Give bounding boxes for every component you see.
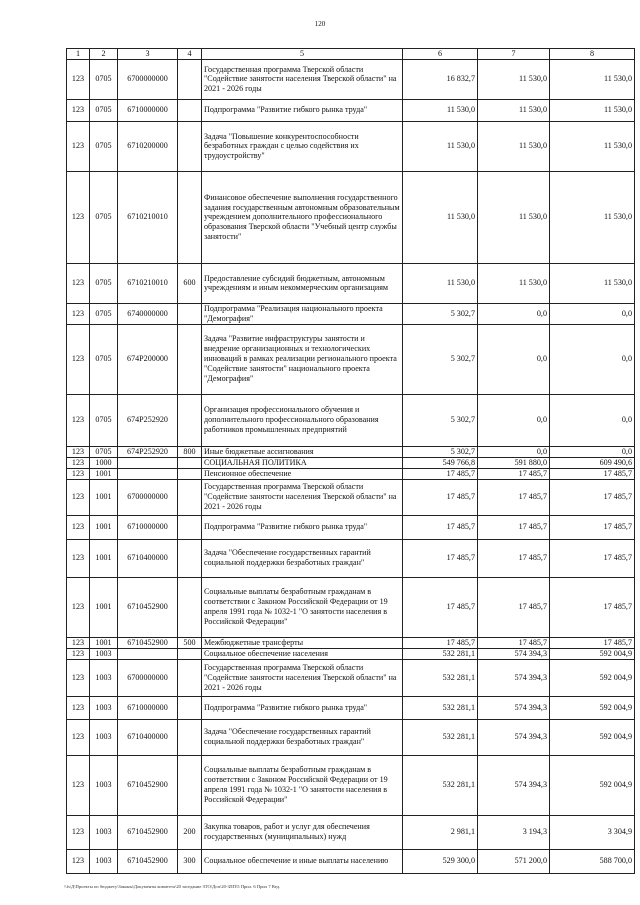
table-row (67, 59, 635, 99)
amount-col7: 17 485,7 (478, 479, 550, 515)
table-row (67, 577, 635, 637)
section-code: 0705 (90, 394, 118, 446)
amount-col8: 0,0 (550, 324, 635, 394)
expense-type-code (178, 324, 202, 394)
item-name: Задача "Повышение конкурентоспособности безработных граждан с целью содействия их трудоустройству" (202, 121, 403, 171)
table-row (67, 263, 635, 303)
col-header-8: 8 (550, 49, 635, 60)
target-article-code (118, 457, 178, 468)
section-code: 0705 (90, 263, 118, 303)
target-article-code (118, 648, 178, 659)
expense-type-code: 300 (178, 849, 202, 873)
kvsr-code: 123 (67, 719, 90, 755)
kvsr-code: 123 (67, 394, 90, 446)
item-name: Организация профессионального обучения и дополнительного профессионального образования работников промышленных предприятий (202, 394, 403, 446)
col-header-2: 2 (90, 49, 118, 60)
target-article-code: 6710210010 (118, 171, 178, 263)
amount-col6: 532 281,1 (403, 696, 478, 719)
amount-col6: 5 302,7 (403, 394, 478, 446)
section-code: 1003 (90, 696, 118, 719)
target-article-code: 6710400000 (118, 719, 178, 755)
kvsr-code: 123 (67, 577, 90, 637)
kvsr-code: 123 (67, 539, 90, 577)
section-code: 1001 (90, 479, 118, 515)
kvsr-code: 123 (67, 121, 90, 171)
amount-col6: 16 832,7 (403, 59, 478, 99)
amount-col8: 17 485,7 (550, 577, 635, 637)
kvsr-code: 123 (67, 815, 90, 849)
expense-type-code (178, 577, 202, 637)
table-row (67, 719, 635, 755)
item-name: Пенсионное обеспечение (202, 468, 403, 479)
target-article-code: 6710452900 (118, 637, 178, 648)
expense-type-code (178, 121, 202, 171)
amount-col8: 3 304,9 (550, 815, 635, 849)
section-code: 1001 (90, 539, 118, 577)
kvsr-code: 123 (67, 755, 90, 815)
amount-col8: 0,0 (550, 446, 635, 457)
section-code: 0705 (90, 446, 118, 457)
table-row (67, 324, 635, 394)
item-name: СОЦИАЛЬНАЯ ПОЛИТИКА (202, 457, 403, 468)
amount-col6: 532 281,1 (403, 648, 478, 659)
amount-col6: 11 530,0 (403, 171, 478, 263)
kvsr-code: 123 (67, 637, 90, 648)
kvsr-code: 123 (67, 171, 90, 263)
amount-col8: 592 004,9 (550, 719, 635, 755)
item-name: Государственная программа Тверской области "Содействие занятости населения Тверской области" на 2021 - 2026 годы (202, 479, 403, 515)
amount-col6: 17 485,7 (403, 539, 478, 577)
table-row (67, 171, 635, 263)
target-article-code: 6710400000 (118, 539, 178, 577)
amount-col7: 0,0 (478, 446, 550, 457)
table-row (67, 696, 635, 719)
amount-col6: 11 530,0 (403, 121, 478, 171)
amount-col7: 17 485,7 (478, 539, 550, 577)
amount-col7: 17 485,7 (478, 637, 550, 648)
amount-col8: 17 485,7 (550, 515, 635, 539)
section-code: 0705 (90, 59, 118, 99)
expense-type-code: 500 (178, 637, 202, 648)
kvsr-code: 123 (67, 696, 90, 719)
section-code: 1003 (90, 719, 118, 755)
item-name: Социальные выплаты безработным гражданам в соответствии с Законом Российской Федерации от 19 апреля 1991 года № 1032-1 "О занятости населения в Российской Федерации" (202, 577, 403, 637)
kvsr-code: 123 (67, 59, 90, 99)
amount-col6: 11 530,0 (403, 99, 478, 121)
expense-type-code (178, 171, 202, 263)
expense-type-code (178, 479, 202, 515)
section-code: 1000 (90, 457, 118, 468)
table-row (67, 446, 635, 457)
item-name: Задача "Обеспечение государственных гарантий социальной поддержки безработных граждан" (202, 719, 403, 755)
item-name: Государственная программа Тверской области "Содействие занятости населения Тверской области" на 2021 - 2026 годы (202, 659, 403, 696)
amount-col6: 17 485,7 (403, 479, 478, 515)
amount-col8: 11 530,0 (550, 121, 635, 171)
table-row (67, 468, 635, 479)
item-name: Межбюджетные трансферты (202, 637, 403, 648)
item-name: Предоставление субсидий бюджетным, автономным учреждениям и иным некоммерческим организациям (202, 263, 403, 303)
section-code: 1001 (90, 637, 118, 648)
section-code: 1003 (90, 648, 118, 659)
section-code: 0705 (90, 324, 118, 394)
table-row (67, 479, 635, 515)
amount-col8: 17 485,7 (550, 479, 635, 515)
target-article-code: 6700000000 (118, 659, 178, 696)
section-code: 0705 (90, 303, 118, 324)
section-code: 1003 (90, 849, 118, 873)
amount-col7: 11 530,0 (478, 171, 550, 263)
amount-col7: 17 485,7 (478, 515, 550, 539)
amount-col6: 17 485,7 (403, 515, 478, 539)
target-article-code: 6740000000 (118, 303, 178, 324)
amount-col6: 5 302,7 (403, 324, 478, 394)
amount-col8: 592 004,9 (550, 659, 635, 696)
amount-col8: 0,0 (550, 303, 635, 324)
target-article-code: 6710452900 (118, 755, 178, 815)
amount-col7: 0,0 (478, 324, 550, 394)
section-code: 1001 (90, 468, 118, 479)
expense-type-code (178, 303, 202, 324)
target-article-code (118, 468, 178, 479)
item-name: Закупка товаров, работ и услуг для обеспечения государственных (муниципальных) нужд (202, 815, 403, 849)
amount-col8: 17 485,7 (550, 468, 635, 479)
col-header-4: 4 (178, 49, 202, 60)
amount-col6: 5 302,7 (403, 446, 478, 457)
amount-col7: 3 194,3 (478, 815, 550, 849)
target-article-code: 6710452900 (118, 815, 178, 849)
amount-col6: 532 281,1 (403, 659, 478, 696)
item-name: Подпрограмма "Развитие гибкого рынка труда" (202, 99, 403, 121)
col-header-6: 6 (403, 49, 478, 60)
section-code: 1003 (90, 815, 118, 849)
amount-col7: 0,0 (478, 394, 550, 446)
expense-type-code (178, 515, 202, 539)
section-code: 1001 (90, 577, 118, 637)
kvsr-code: 123 (67, 263, 90, 303)
col-header-7: 7 (478, 49, 550, 60)
table-row (67, 121, 635, 171)
col-header-3: 3 (118, 49, 178, 60)
amount-col6: 532 281,1 (403, 719, 478, 755)
table-body (67, 59, 635, 873)
table-row (67, 815, 635, 849)
table-row (67, 515, 635, 539)
section-code: 1003 (90, 755, 118, 815)
amount-col7: 574 394,3 (478, 696, 550, 719)
amount-col8: 11 530,0 (550, 59, 635, 99)
amount-col7: 574 394,3 (478, 648, 550, 659)
budget-table (66, 48, 635, 874)
item-name: Иные бюджетные ассигнования (202, 446, 403, 457)
table-row (67, 637, 635, 648)
amount-col8: 0,0 (550, 394, 635, 446)
footer-file-path: \\fs\Д\Проекты по бюджету\Законы\Документы комитета\20 заседание ЗТО\Доп\20-ЗЛП\5 Прил. 6 Прил 7 Вед. (64, 884, 281, 889)
expense-type-code (178, 468, 202, 479)
item-name: Задача "Развитие инфраструктуры занятости и внедрение организационных и технологических инноваций в рамках реализации регионального проекта "Содействие занятости" национального проекта "Демография" (202, 324, 403, 394)
page-number: 120 (314, 20, 326, 28)
target-article-code: 6710000000 (118, 99, 178, 121)
target-article-code: 6710210010 (118, 263, 178, 303)
expense-type-code (178, 755, 202, 815)
amount-col8: 11 530,0 (550, 99, 635, 121)
table-row (67, 755, 635, 815)
expense-type-code (178, 719, 202, 755)
target-article-code: 6710452900 (118, 849, 178, 873)
expense-type-code (178, 394, 202, 446)
target-article-code: 6700000000 (118, 59, 178, 99)
item-name: Социальные выплаты безработным гражданам в соответствии с Законом Российской Федерации от 19 апреля 1991 года № 1032-1 "О занятости населения в Российской Федерации" (202, 755, 403, 815)
target-article-code: 6710000000 (118, 696, 178, 719)
amount-col8: 17 485,7 (550, 637, 635, 648)
expense-type-code (178, 99, 202, 121)
amount-col6: 17 485,7 (403, 577, 478, 637)
amount-col7: 11 530,0 (478, 263, 550, 303)
target-article-code: 6710000000 (118, 515, 178, 539)
amount-col7: 0,0 (478, 303, 550, 324)
amount-col7: 574 394,3 (478, 659, 550, 696)
section-code: 1001 (90, 515, 118, 539)
target-article-code: 674P252920 (118, 394, 178, 446)
amount-col7: 11 530,0 (478, 59, 550, 99)
amount-col6: 17 485,7 (403, 468, 478, 479)
item-name: Государственная программа Тверской области "Содействие занятости населения Тверской области" на 2021 - 2026 годы (202, 59, 403, 99)
amount-col7: 17 485,7 (478, 577, 550, 637)
target-article-code: 6710452900 (118, 577, 178, 637)
amount-col8: 592 004,9 (550, 648, 635, 659)
amount-col8: 17 485,7 (550, 539, 635, 577)
amount-col6: 2 981,1 (403, 815, 478, 849)
expense-type-code: 800 (178, 446, 202, 457)
col-header-1: 1 (67, 49, 90, 60)
amount-col7: 574 394,3 (478, 719, 550, 755)
amount-col8: 11 530,0 (550, 171, 635, 263)
item-name: Подпрограмма "Развитие гибкого рынка труда" (202, 515, 403, 539)
table-row (67, 648, 635, 659)
section-code: 0705 (90, 121, 118, 171)
amount-col7: 17 485,7 (478, 468, 550, 479)
expense-type-code (178, 659, 202, 696)
amount-col7: 11 530,0 (478, 99, 550, 121)
item-name: Финансовое обеспечение выполнения государственного задания государственным автономным образовательным учреждением дополнительного профессионального образования Тверской области "Учебный центр службы занятости" (202, 171, 403, 263)
header-row (67, 49, 635, 60)
expense-type-code: 600 (178, 263, 202, 303)
table-row (67, 303, 635, 324)
amount-col8: 609 490,6 (550, 457, 635, 468)
section-code: 0705 (90, 99, 118, 121)
expense-type-code: 200 (178, 815, 202, 849)
amount-col7: 591 880,0 (478, 457, 550, 468)
table-row (67, 849, 635, 873)
amount-col8: 11 530,0 (550, 263, 635, 303)
target-article-code: 6710200000 (118, 121, 178, 171)
table-row (67, 539, 635, 577)
amount-col6: 11 530,0 (403, 263, 478, 303)
table-row (67, 99, 635, 121)
expense-type-code (178, 59, 202, 99)
kvsr-code: 123 (67, 479, 90, 515)
item-name: Подпрограмма "Развитие гибкого рынка труда" (202, 696, 403, 719)
table-row (67, 659, 635, 696)
section-code: 0705 (90, 171, 118, 263)
amount-col8: 592 004,9 (550, 755, 635, 815)
kvsr-code: 123 (67, 99, 90, 121)
item-name: Социальное обеспечение и иные выплаты населению (202, 849, 403, 873)
target-article-code: 674P200000 (118, 324, 178, 394)
section-code: 1003 (90, 659, 118, 696)
item-name: Подпрограмма "Реализация национального проекта "Демография" (202, 303, 403, 324)
amount-col6: 17 485,7 (403, 637, 478, 648)
kvsr-code: 123 (67, 515, 90, 539)
kvsr-code: 123 (67, 659, 90, 696)
kvsr-code: 123 (67, 468, 90, 479)
amount-col8: 592 004,9 (550, 696, 635, 719)
target-article-code: 674P252920 (118, 446, 178, 457)
table-row (67, 457, 635, 468)
kvsr-code: 123 (67, 457, 90, 468)
amount-col7: 571 200,0 (478, 849, 550, 873)
kvsr-code: 123 (67, 849, 90, 873)
amount-col6: 549 766,8 (403, 457, 478, 468)
table-row (67, 394, 635, 446)
amount-col6: 5 302,7 (403, 303, 478, 324)
target-article-code: 6700000000 (118, 479, 178, 515)
expense-type-code (178, 696, 202, 719)
amount-col6: 529 300,0 (403, 849, 478, 873)
item-name: Задача "Обеспечение государственных гарантий социальной поддержки безработных граждан" (202, 539, 403, 577)
amount-col6: 532 281,1 (403, 755, 478, 815)
amount-col7: 574 394,3 (478, 755, 550, 815)
kvsr-code: 123 (67, 303, 90, 324)
item-name: Социальное обеспечение населения (202, 648, 403, 659)
amount-col8: 588 700,0 (550, 849, 635, 873)
expense-type-code (178, 539, 202, 577)
kvsr-code: 123 (67, 648, 90, 659)
kvsr-code: 123 (67, 324, 90, 394)
col-header-5: 5 (202, 49, 403, 60)
kvsr-code: 123 (67, 446, 90, 457)
expense-type-code (178, 457, 202, 468)
expense-type-code (178, 648, 202, 659)
amount-col7: 11 530,0 (478, 121, 550, 171)
